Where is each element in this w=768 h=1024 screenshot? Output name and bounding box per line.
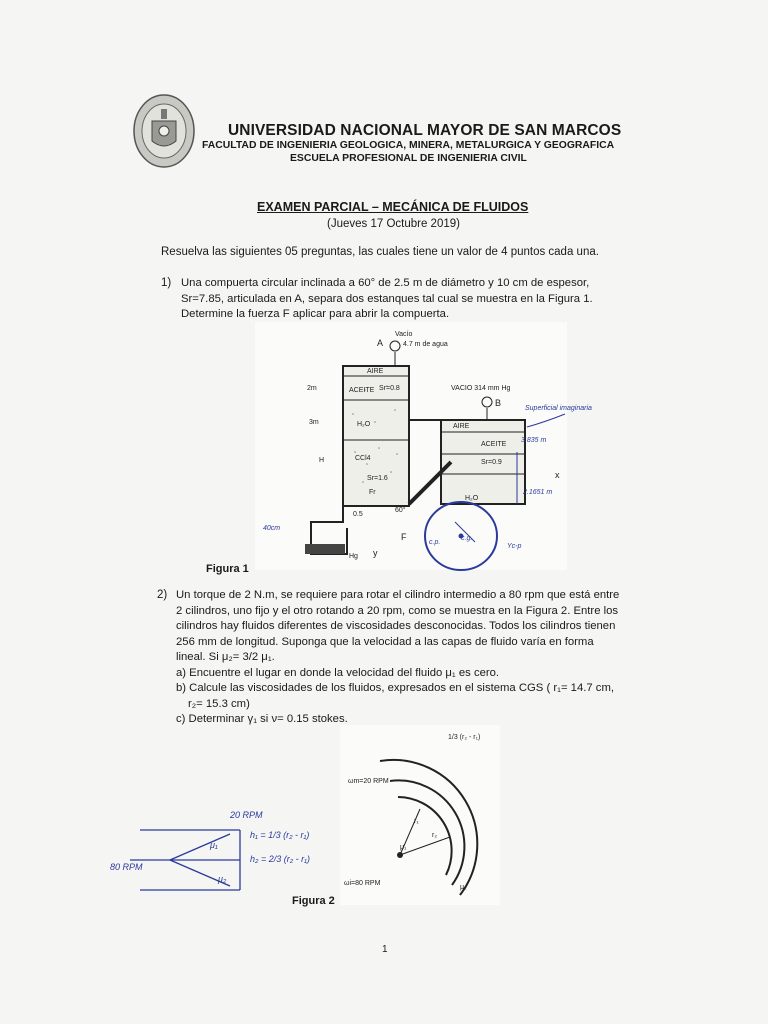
label-fr: Fr <box>369 489 376 496</box>
label-aire: AIRE <box>367 368 384 375</box>
question-2-number: 2) <box>157 589 168 601</box>
exam-title: EXAMEN PARCIAL – MECÁNICA DE FLUIDOS <box>257 200 529 214</box>
label-dim-h: H <box>319 457 325 464</box>
question-2-hand-sketch <box>110 800 350 905</box>
label-sr16: Sr=1.6 <box>367 475 388 482</box>
figure-1-diagram <box>255 322 592 570</box>
sketch-h2: h₂ = 2/3 (r₂ - r₁) <box>250 854 310 864</box>
question-2-part-b-cont: r₂= 15.3 cm) <box>188 697 250 710</box>
question-2-part-c: c) Determinar γ₁ si ν= 0.15 stokes. <box>176 713 348 725</box>
question-1-text <box>181 276 621 323</box>
label-x: x <box>555 470 560 480</box>
fig2-wi: ωi=80 RPM <box>344 880 381 887</box>
label-annotation: Superficial imaginaria <box>525 405 592 412</box>
sketch-h1: h₁ = 1/3 (r₂ - r₁) <box>250 830 310 840</box>
label-dim-2m: 2m <box>307 385 317 392</box>
label-aire-b: AIRE <box>453 423 470 430</box>
label-aceite-b: ACEITE <box>481 441 507 448</box>
question-2-line: lineal. Si μ₂= 3/2 μ₁. <box>176 651 275 663</box>
label-cp: c.p. <box>429 539 441 546</box>
fig2-r1: r₁ <box>414 818 419 825</box>
label-dim-3835: 3.835 m <box>521 437 547 444</box>
label-ccl4: CCl4 <box>355 455 371 462</box>
question-1-line: Determine la fuerza F aplicar para abrir la compuerta. <box>181 308 450 320</box>
fig2-wm: ωm=20 RPM <box>348 778 389 785</box>
question-2-text <box>176 588 622 728</box>
figure-2-diagram <box>340 725 500 905</box>
fig2-mu2: μ₂ <box>460 884 467 891</box>
question-2-part-a: a) Encuentre el lugar en donde la velocidad del fluido μ₁ es cero. <box>176 666 500 679</box>
label-vacio-reading: 4.7 m de agua <box>403 341 448 348</box>
university-name: UNIVERSIDAD NACIONAL MAYOR DE SAN MARCOS <box>228 122 622 139</box>
label-vacio-b: VACIO 314 mm Hg <box>451 385 511 392</box>
label-a: A <box>377 338 384 348</box>
label-y: y <box>373 548 378 558</box>
university-seal-icon <box>132 93 196 169</box>
sketch-mu1: μ₁ <box>210 840 218 850</box>
exam-instructions: Resuelva las siguientes 05 preguntas, las cuales tiene un valor de 4 puntos cada una. <box>161 246 599 258</box>
question-2-line: 256 mm de longitud. Suponga que la velocidad a las capas de fluido varía en forma <box>176 635 594 648</box>
fig2-top-note: 1/3 (r₂ - r₁) <box>448 734 481 741</box>
label-sr08: Sr=0.8 <box>379 385 400 392</box>
label-angle: 60° <box>395 507 406 514</box>
label-aceite: ACEITE <box>349 387 375 394</box>
label-vacio: Vacío <box>395 331 413 338</box>
label-dim-05: 0.5 <box>353 511 363 518</box>
question-2-line: cilindros hay fluidos diferentes de viscosidades desconocidas. Todos los cilindros tienen <box>176 620 616 632</box>
label-sr09: Sr=0.9 <box>481 459 502 466</box>
question-1-number: 1) <box>161 277 172 289</box>
figure-1-caption: Figura 1 <box>206 563 249 575</box>
label-h2o-b: H₂O <box>465 495 479 502</box>
school-name: ESCUELA PROFESIONAL DE INGENIERIA CIVIL <box>290 153 527 164</box>
sketch-rpm80: 80 RPM <box>110 862 143 872</box>
label-dim-3m: 3m <box>309 419 319 426</box>
faculty-name: FACULTAD DE INGENIERIA GEOLOGICA, MINERA, METALURGICA Y GEOGRAFICA <box>202 140 615 151</box>
label-hg: Hg <box>349 553 358 560</box>
sketch-rpm20: 20 RPM <box>230 810 263 820</box>
label-h2o: H₂O <box>357 421 371 428</box>
label-dim-40cm: 40cm <box>263 525 281 532</box>
label-b: B <box>495 398 502 408</box>
question-2-part-b: b) Calcule las viscosidades de los fluidos, expresados en el sistema CGS ( r₁= 14.7 cm, <box>176 682 614 694</box>
page-number: 1 <box>382 944 388 955</box>
question-2-line: 2 cilindros, uno fijo y el otro rotando a 20 rpm, como se muestra en la Figura 2. Entre los <box>176 604 619 617</box>
fig2-mu1: μ₁ <box>400 844 407 851</box>
label-yc: Yc-p <box>507 543 522 550</box>
question-1-line: Una compuerta circular inclinada a 60° de 2.5 m de diámetro y 10 cm de espesor, <box>181 277 590 289</box>
question-2-line: Un torque de 2 N.m, se requiere para rotar el cilindro intermedio a 80 rpm que está entre <box>176 589 620 601</box>
figure-2-caption: Figura 2 <box>292 895 335 907</box>
sketch-mu2: μ₂ <box>218 874 227 884</box>
fig2-r2: r₂ <box>432 832 438 839</box>
exam-date: (Jueves 17 Octubre 2019) <box>327 218 460 230</box>
label-f: F <box>401 532 407 542</box>
label-cg: c.g. <box>461 535 473 542</box>
question-1-line: Sr=7.85, articulada en A, separa dos estanques tal cual se muestra en la Figura 1. <box>181 292 593 305</box>
label-dim-2165: 2.1651 m <box>523 489 553 496</box>
